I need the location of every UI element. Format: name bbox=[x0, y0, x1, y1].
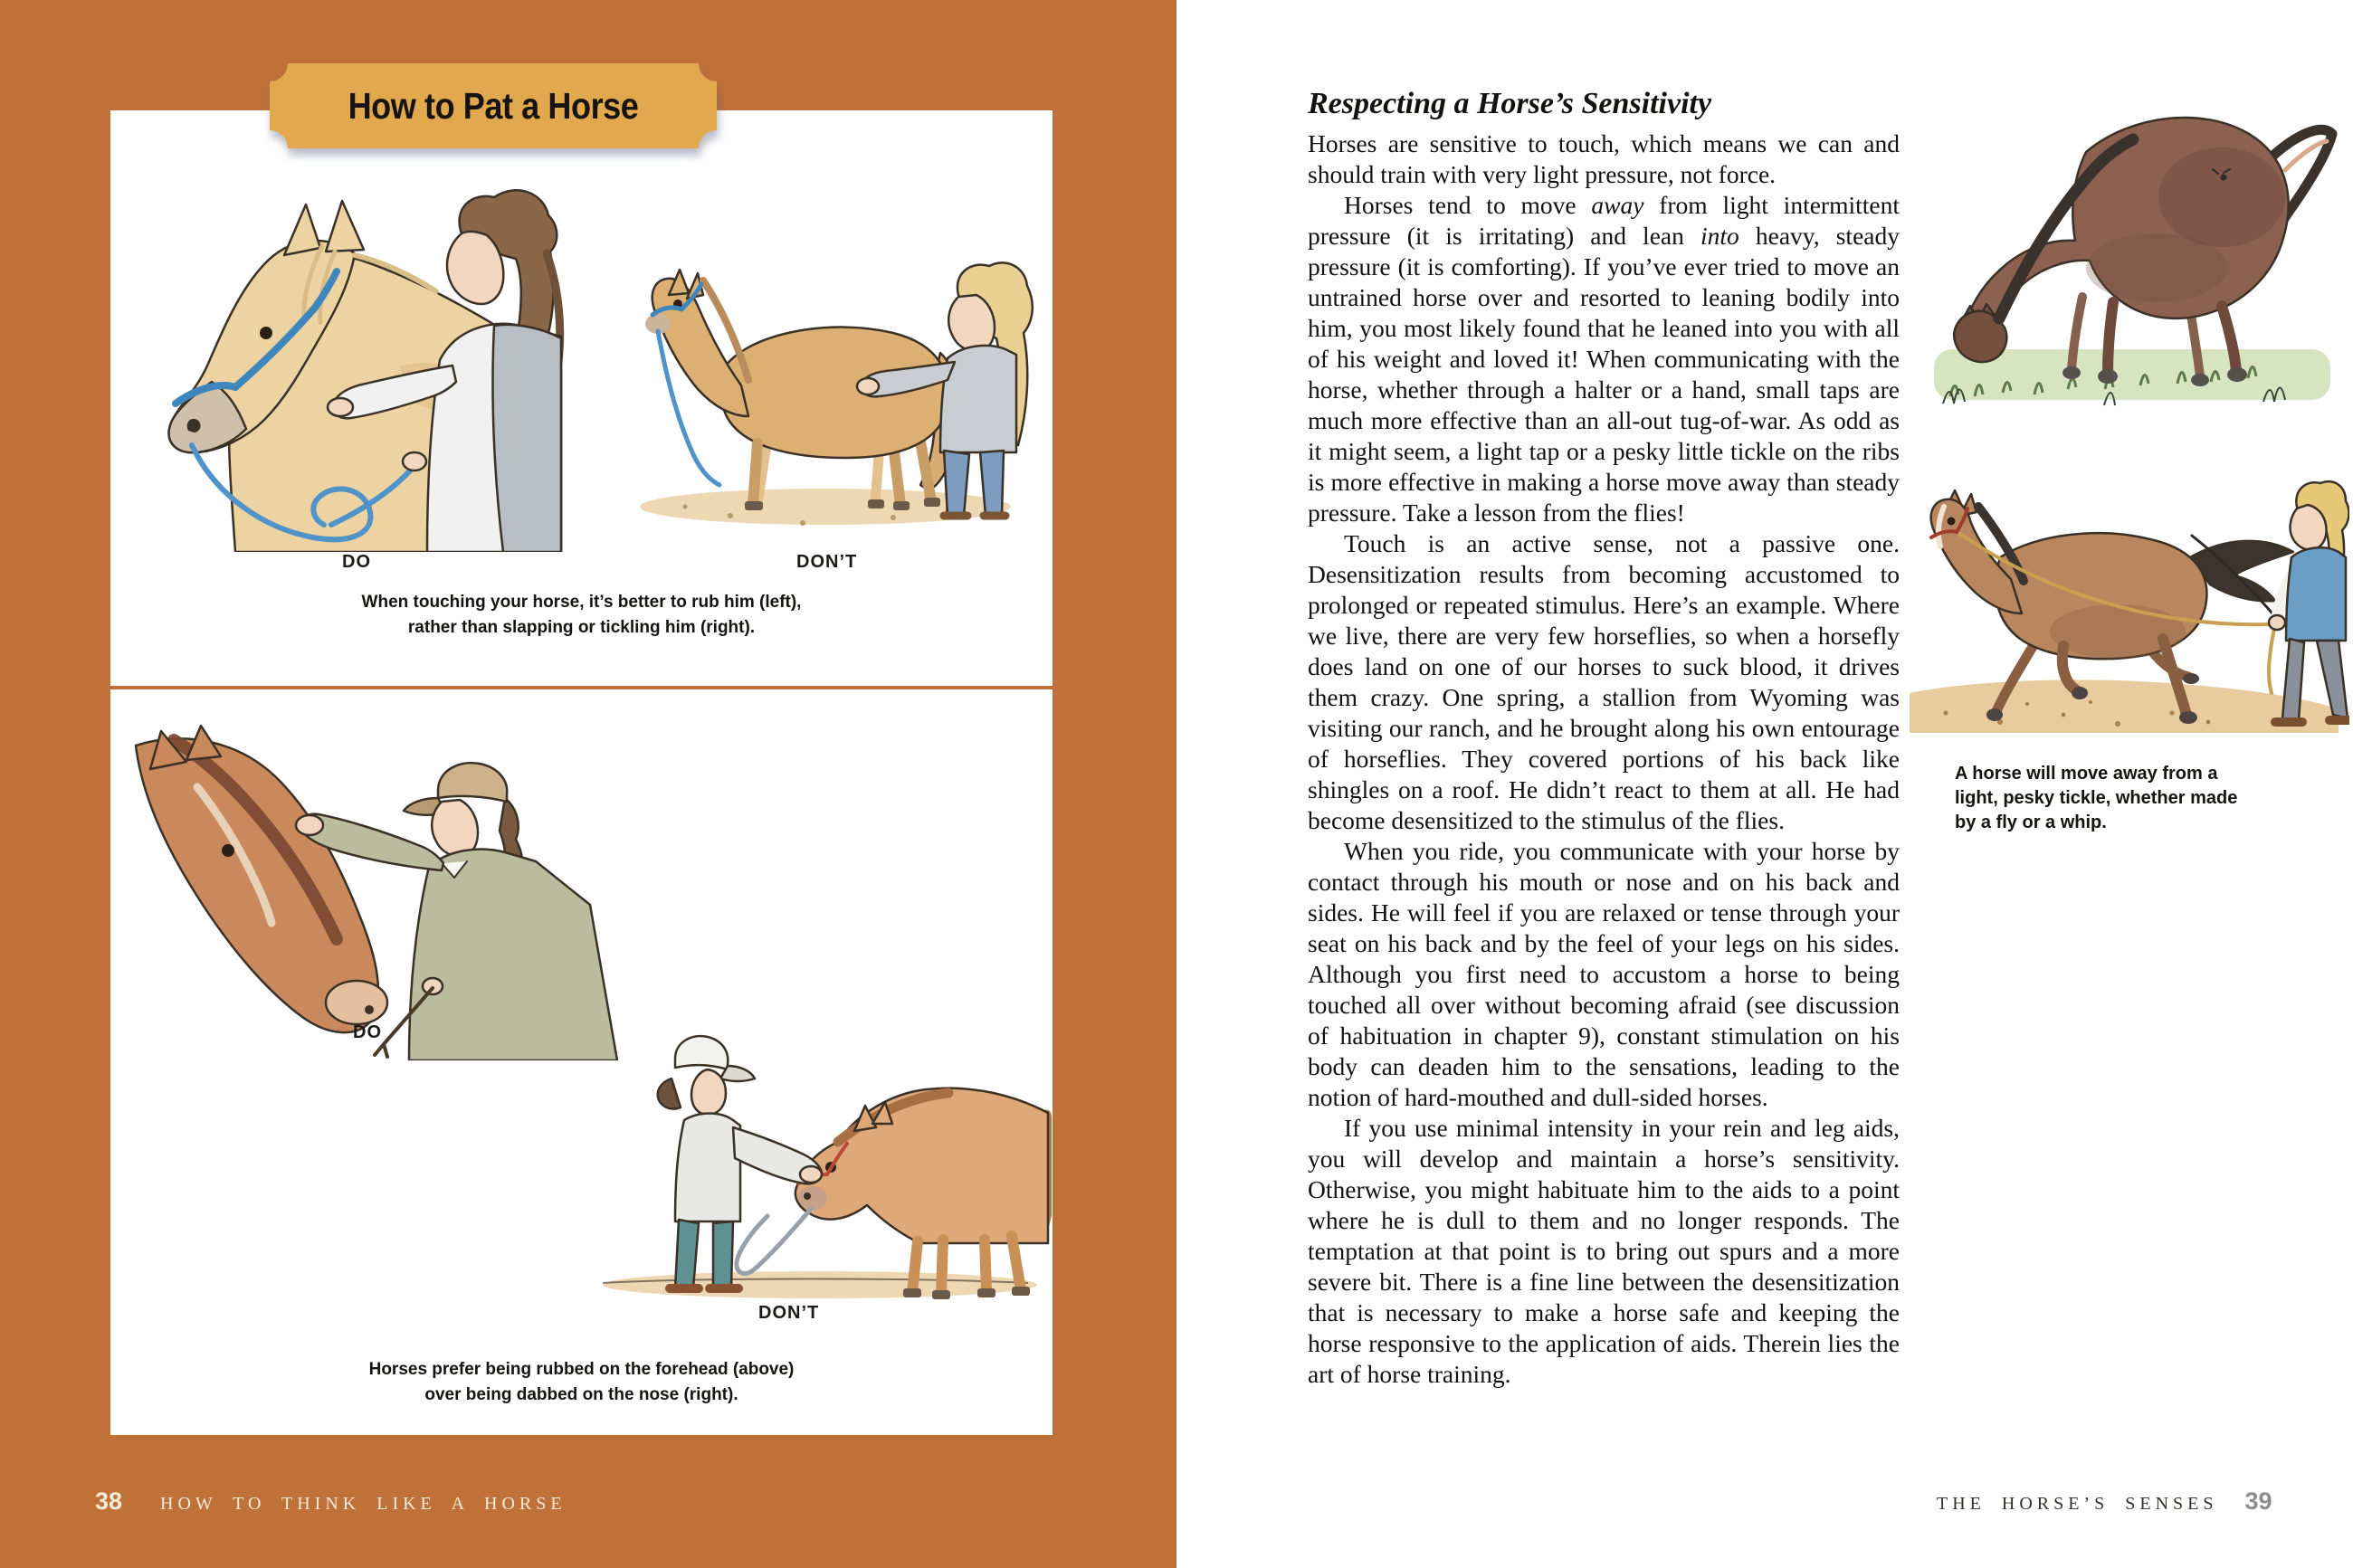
body-text bbox=[1308, 128, 1900, 1390]
chapter-banner bbox=[270, 63, 717, 148]
dont-label-top: DON’T bbox=[796, 552, 858, 572]
figure-caption-top: When touching your horse, it’s better to rub him (left), rather than slapping or tickling him (right). bbox=[361, 593, 802, 637]
left-page-footer bbox=[95, 1487, 567, 1516]
figure-caption-bottom: Horses prefer being rubbed on the forehead (above) over being dabbed on the nose (right). bbox=[368, 1360, 795, 1404]
running-title-right: THE HORSE’S SENSES bbox=[1937, 1494, 2218, 1514]
section-heading: Respecting a Horse’s Sensitivity bbox=[1308, 87, 1712, 120]
illustration-dont-slap bbox=[622, 217, 1043, 536]
do-label-top: DO bbox=[342, 552, 371, 572]
body-paragraph: Horses tend to move away from light intermittent pressure (it is irritating) and lean into heavy, steady pressure (it is comforting). If you’ve ever tried to move an untrained horse over and resorted to leaning bodily into him, you most likely found that he leaned into you with all of his weight and loved it! When communicating with the horse, whether through a halter or a hand, small taps are much more effective than an all-out tug-of-war. As odd as it might seem, a light tap or a pesky little tickle on the ribs is more effective in making a horse move away than steady pressure. Take a lesson from the flies! bbox=[1308, 191, 1900, 527]
illustration-horse-grazing bbox=[1923, 43, 2345, 431]
body-paragraph: Touch is an active sense, not a passive one. Desensitization results from becoming accustomed to prolonged or repeated stimulus. Here’s an example. Where we live, there are very few horseflies, so when a horsefly does land on one of our horses to suck blood, it drives them crazy. One spring, a stallion from Wyoming was visiting our ranch, and he brought along his own entourage of horseflies. They covered portions of his back like shingles on a roof. He didn’t react to them at all. He had become desensitized to the stimulus of the flies. bbox=[1308, 529, 1900, 834]
illustration-lunge-whip bbox=[1891, 451, 2349, 746]
figure-caption-right: A horse will move away from a light, pesky tickle, whether made by a fly or a whip. bbox=[1955, 764, 2238, 832]
page-number-right: 39 bbox=[2244, 1487, 2272, 1515]
dont-label-bottom: DON’T bbox=[758, 1303, 820, 1323]
do-label-bottom: DO bbox=[353, 1022, 382, 1042]
body-paragraph: When you ride, you communicate with your horse by contact through his mouth or nose and on his back and sides. He will feel if you are relaxed or tense through your seat on his back and by the feel of your legs on his sides. Although you first need to accustom a horse to being touched all over without becoming afraid (see discussion of habituation in chapter 9), constant stimulation on his body can deaden him to the sensations, leading to the notion of hard-mouthed and dull-sided horses. bbox=[1308, 837, 1900, 1111]
body-paragraph: Horses are sensitive to touch, which means we can and should train with very light pressure, not force. bbox=[1308, 129, 1900, 188]
article-column bbox=[1308, 87, 1900, 1390]
illustration-dont-dab-nose bbox=[539, 1006, 1052, 1305]
page-number-left: 38 bbox=[95, 1487, 123, 1515]
right-page-footer bbox=[1937, 1487, 2281, 1516]
illustration-do-rub-shoulder bbox=[129, 145, 590, 552]
banner-title: How to Pat a Horse bbox=[348, 85, 639, 127]
body-paragraph: If you use minimal intensity in your rein and leg aids, you will develop and maintain a horse’s sensitivity. Otherwise, you might habituate him to the aids to a point where he is dull to them and no longer responds. The temptation at that point is to bring out spurs and a more severe bit. There is a fine line between the desensitization that is necessary to make a horse safe and keeping the horse responsive to the application of aids. Therein lies the art of horse training. bbox=[1308, 1114, 1900, 1388]
running-title-left: HOW TO THINK LIKE A HORSE bbox=[160, 1494, 567, 1514]
